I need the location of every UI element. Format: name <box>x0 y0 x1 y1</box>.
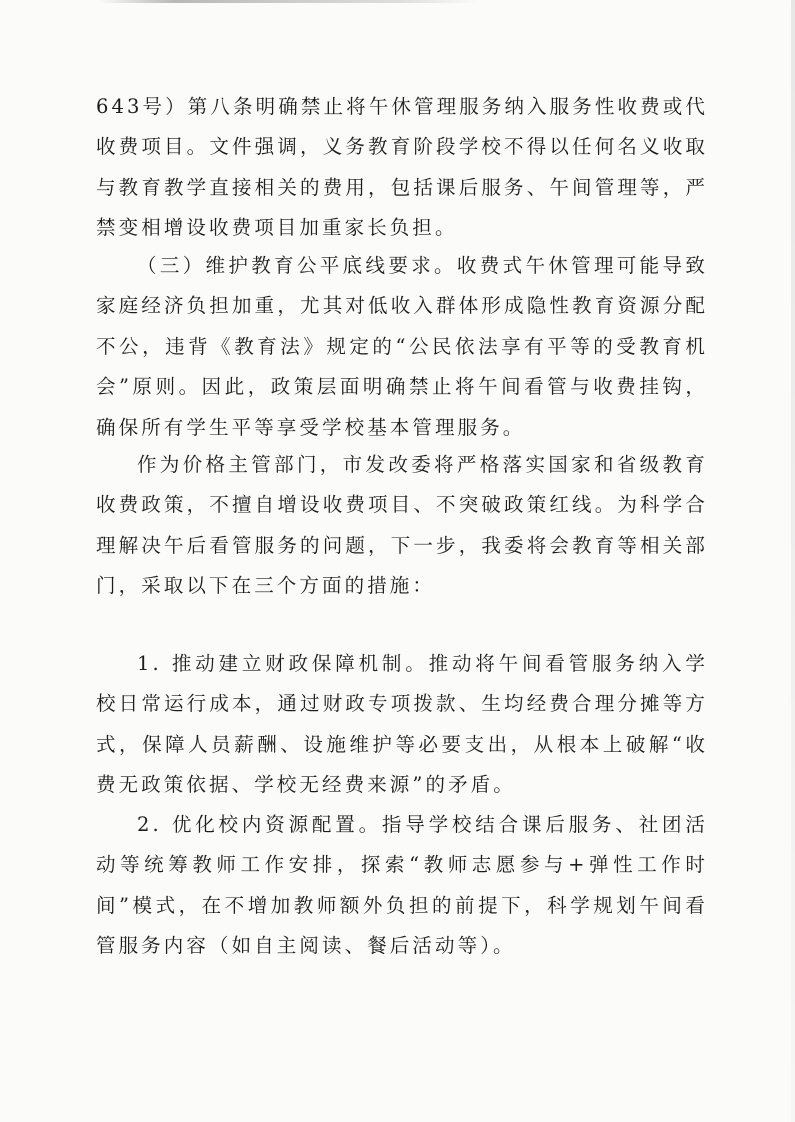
paragraph-measure-1: 1. 推动建立财政保障机制。推动将午间看管服务纳入学校日常运行成本，通过财政专项拨款、生均经费合理分摊等方式，保障人员薪酬、设施维护等必要支出，从根本上破解“收费无政策依据、学校无经费来源”的矛盾。 <box>96 652 708 797</box>
paragraph-continued: 643号）第八条明确禁止将午休管理服务纳入服务性收费或代收费项目。文件强调，义务教育阶段学校不得以任何名义收取与教育教学直接相关的费用，包括课后服务、午间管理等，严禁变相增设收费项目加重家长负担。 <box>96 95 708 240</box>
paragraph-measure-2: 2. 优化校内资源配置。指导学校结合课后服务、社团活动等统筹教师工作安排，探索“教师志愿参与+弹性工作时间”模式，在不增加教师额外负担的前提下，科学规划午间看管服务内容（如自主阅读、餐后活动等）。 <box>96 813 708 958</box>
paragraph-measures-intro: 作为价格主管部门，市发改委将严格落实国家和省级教育收费政策，不擅自增设收费项目、不突破政策红线。为科学合理解决午后看管服务的问题，下一步，我委将会教育等相关部门，采取以下在三个方面的措施： <box>96 453 708 598</box>
paragraph-section-three: （三）维护教育公平底线要求。收费式午休管理可能导致家庭经济负担加重，尤其对低收入群体形成隐性教育资源分配不公，违背《教育法》规定的“公民依法享有平等的受教育机会”原则。因此，政策层面明确禁止将午间看管与收费挂钩，确保所有学生平等享受学校基本管理服务。 <box>96 254 708 439</box>
